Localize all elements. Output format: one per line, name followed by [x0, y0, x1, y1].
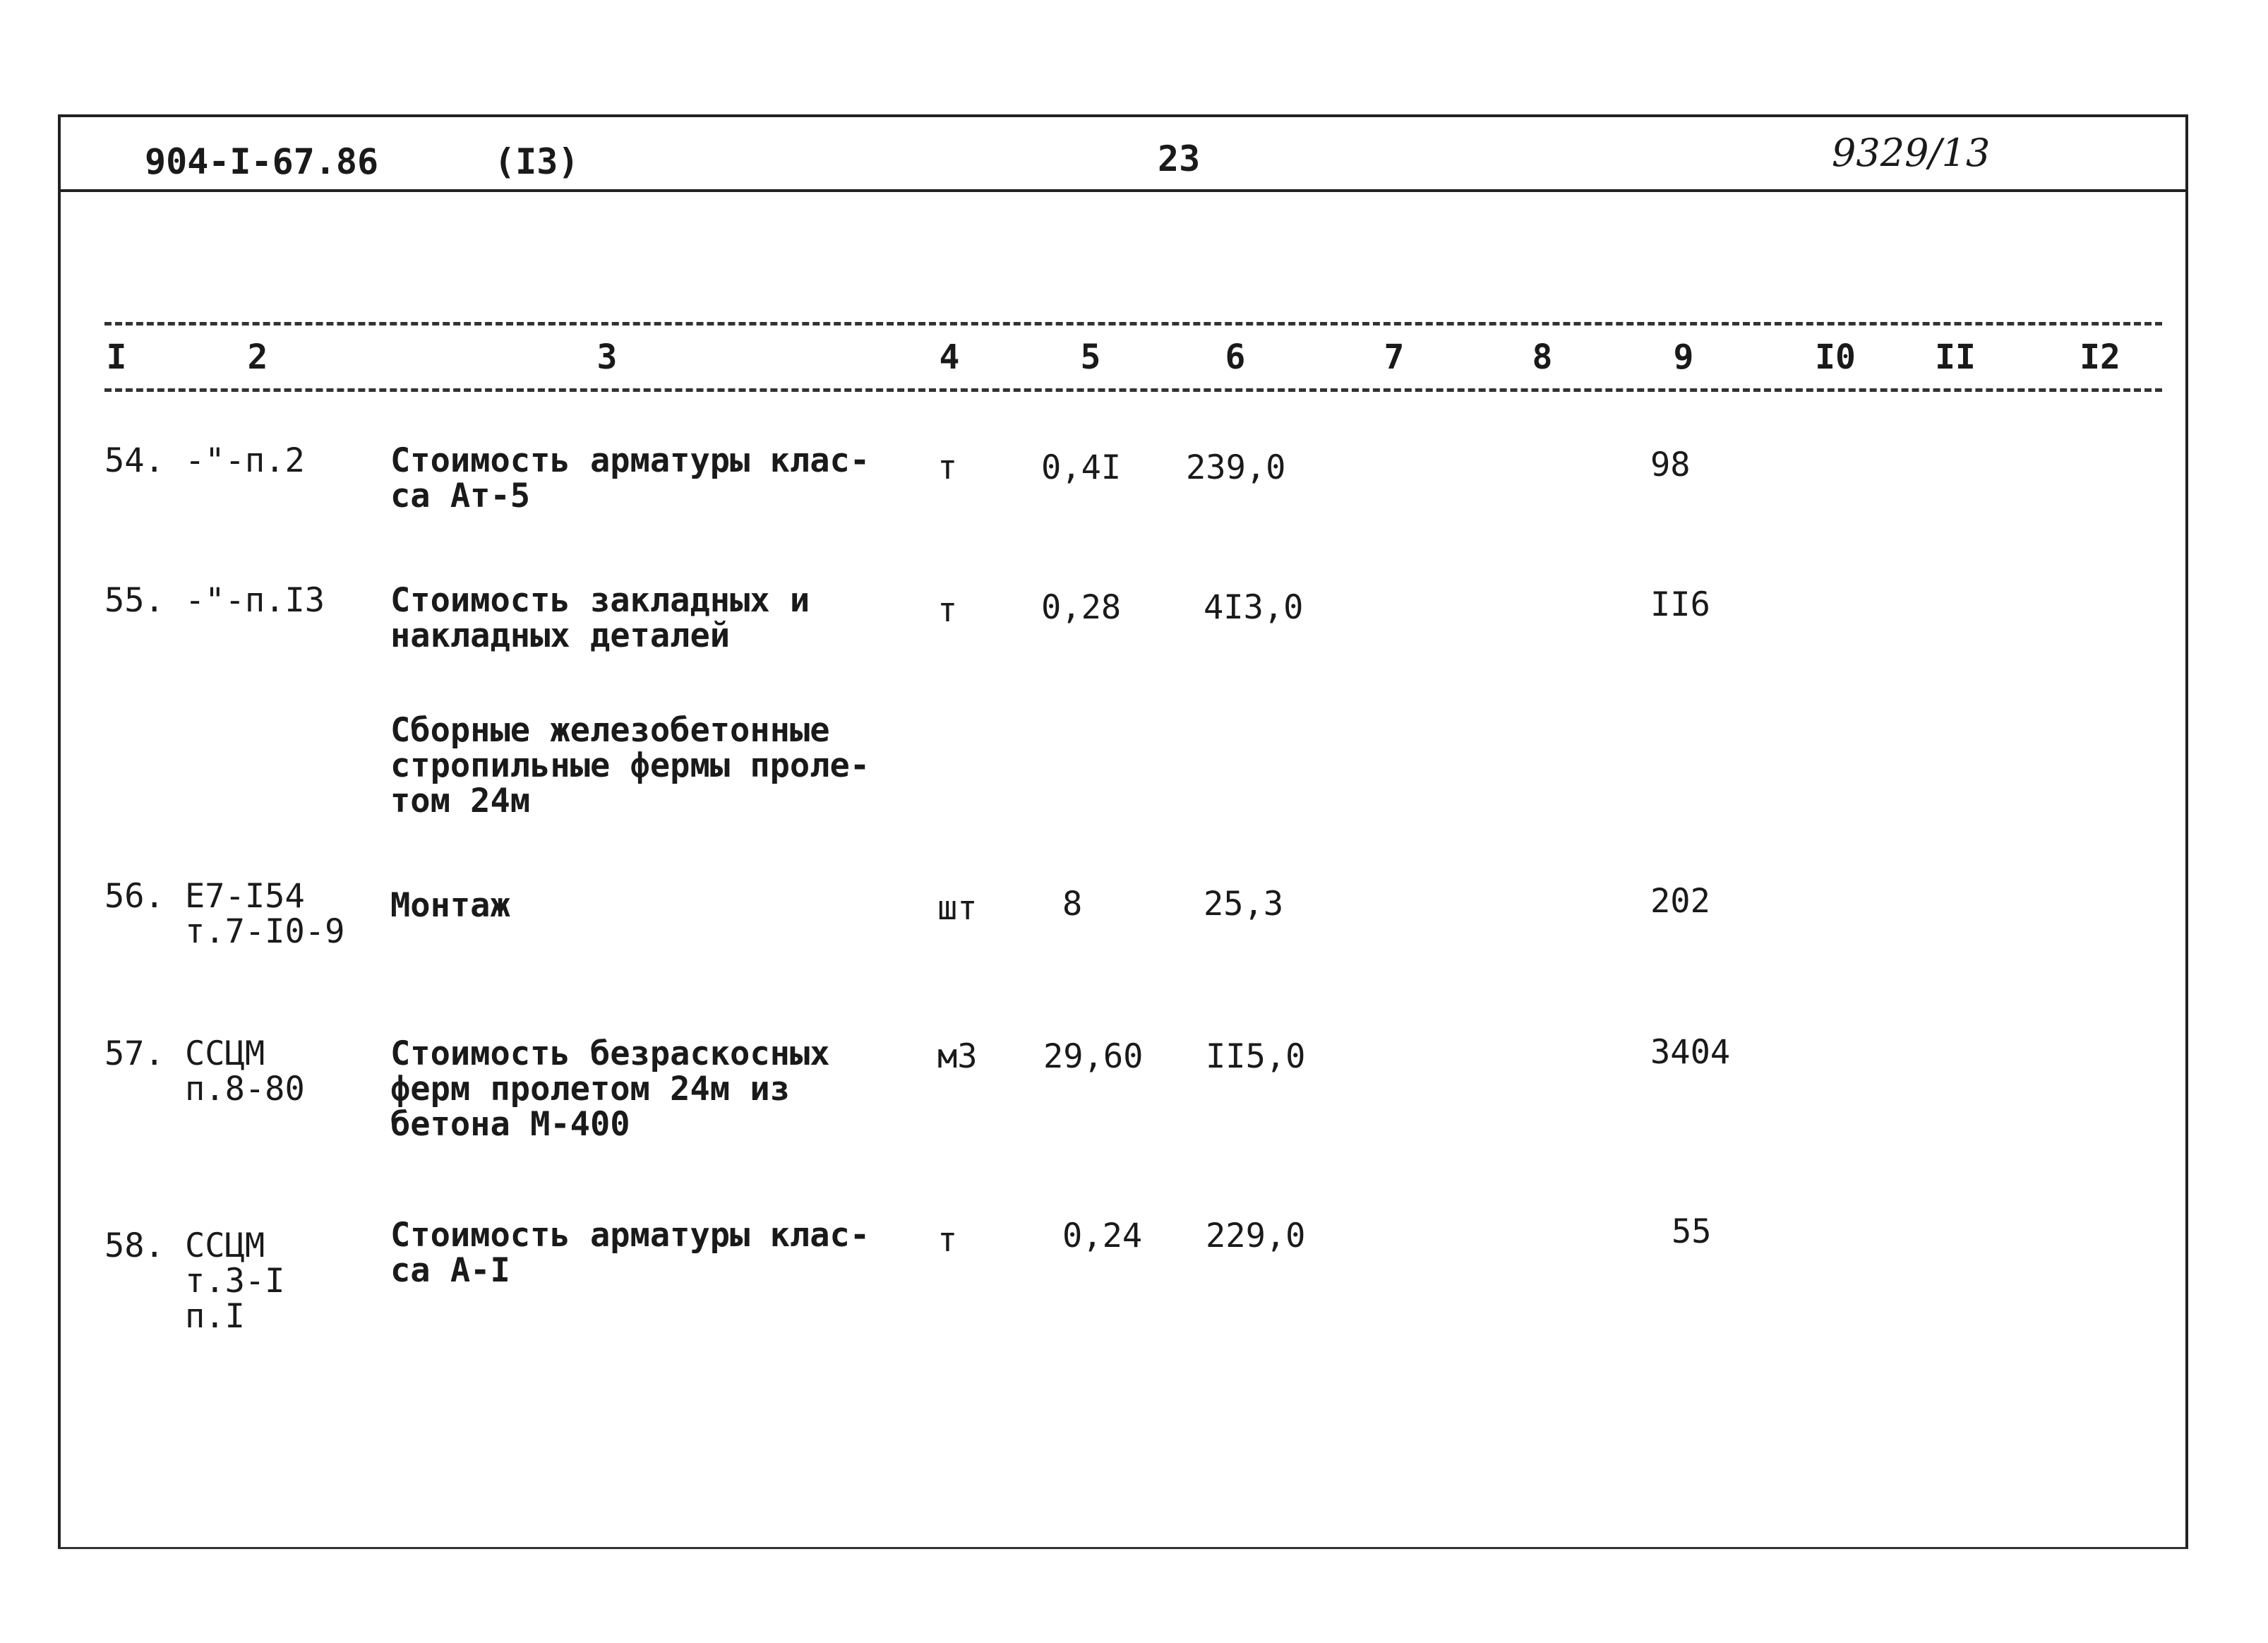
header-divider [58, 189, 2188, 192]
row-number: 55. [104, 581, 164, 620]
column-header-4: 4 [939, 337, 960, 377]
row-reference: ССЦМ п.8-80 [185, 1034, 305, 1109]
row-quantity: 8 [1062, 885, 1083, 924]
row-unit-price: 229,0 [1206, 1217, 1306, 1255]
row-reference: Е7-I54 т.7-I0-9 [185, 877, 345, 951]
row-total: 3404 [1650, 1033, 1731, 1072]
section-number: (I3) [494, 141, 580, 182]
row-number: 58. [104, 1226, 164, 1265]
row-quantity: 29,60 [1043, 1037, 1144, 1076]
column-header-12: I2 [2080, 337, 2120, 377]
row-total: 55 [1672, 1212, 1712, 1251]
document-sheet [58, 114, 2188, 1549]
row-unit: м3 [937, 1037, 978, 1076]
row-unit-price: 25,3 [1204, 885, 1284, 924]
row-description: Монтаж [390, 886, 510, 925]
row-unit: т [937, 1221, 958, 1260]
document-code: 904-I-67.86 [145, 141, 379, 182]
row-unit: т [937, 591, 958, 630]
row-description: Стоимость безраскосных ферм пролетом 24м из бетона М-400 [390, 1034, 830, 1144]
row-unit-price: 4I3,0 [1204, 588, 1304, 627]
column-header-5: 5 [1080, 337, 1101, 377]
row-reference: ССЦМ т.3-I п.I [185, 1226, 285, 1336]
column-header-6: 6 [1225, 337, 1246, 377]
row-unit: т [937, 448, 958, 487]
row-total: 202 [1650, 882, 1710, 921]
table-header-dashed-rule [104, 388, 2162, 392]
column-header-9: 9 [1673, 337, 1694, 377]
table-top-dashed-rule [104, 322, 2162, 325]
page-number: 23 [1158, 138, 1201, 179]
row-description: Стоимость закладных и накладных деталей [390, 581, 810, 655]
row-unit-price: II5,0 [1206, 1037, 1306, 1076]
column-header-1: I [106, 337, 127, 377]
section-heading: Сборные железобетонные стропильные фермы проле- том 24м [390, 711, 870, 820]
row-number: 56. [104, 877, 164, 916]
column-header-10: I0 [1815, 337, 1856, 377]
row-reference: -"-п.I3 [185, 581, 325, 620]
row-quantity: 0,4I [1041, 448, 1122, 487]
row-total: 98 [1650, 446, 1691, 484]
handwritten-signature: 9329/13 [1832, 131, 1991, 175]
row-quantity: 0,28 [1041, 588, 1122, 627]
row-description: Стоимость арматуры клас- са А-I [390, 1216, 870, 1290]
row-number: 57. [104, 1034, 164, 1073]
row-unit-price: 239,0 [1186, 448, 1286, 487]
row-total: II6 [1650, 585, 1710, 624]
row-unit: шт [937, 889, 978, 928]
column-header-7: 7 [1384, 337, 1405, 377]
row-number: 54. [104, 441, 164, 480]
row-reference: -"-п.2 [185, 441, 305, 480]
column-header-3: 3 [596, 337, 618, 377]
column-header-2: 2 [247, 337, 268, 377]
row-description: Стоимость арматуры клас- са Ат-5 [390, 441, 870, 515]
row-quantity: 0,24 [1062, 1217, 1143, 1255]
column-header-11: II [1935, 337, 1976, 377]
column-header-8: 8 [1532, 337, 1553, 377]
